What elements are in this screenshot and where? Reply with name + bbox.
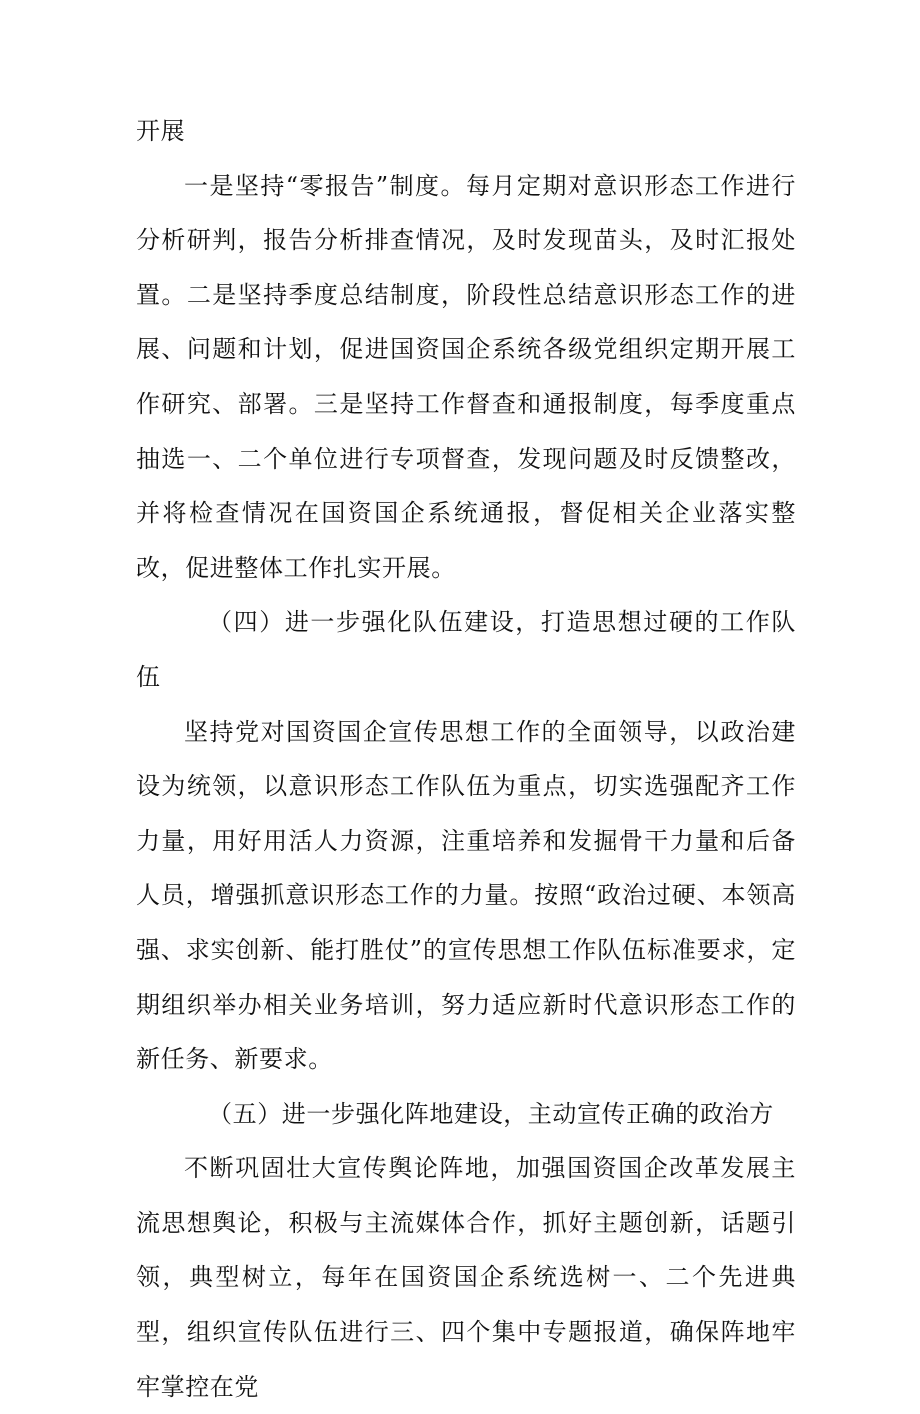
- section-heading-4: （四）进一步强化队伍建设，打造思想过硬的工作队伍: [136, 608, 796, 691]
- paragraph-reporting-system: 一是坚持“零报告”制度。每月定期对意识形态工作进行分析研判，报告分析排查情况，及时发现苗头，及时汇报处置。二是坚持季度总结制度，阶段性总结意识形态工作的进展、问题和计划，促进国资国企系统各级党组织定期开展工作研究、部署。三是坚持工作督查和通报制度，每季度重点抽选一、二个单位进行专项督查，发现问题及时反馈整改，并将检查情况在国资国企系统通报，督促相关企业落实整改，促进整体工作扎实开展。: [136, 171, 796, 582]
- paragraph-team-building: 坚持党对国资国企宣传思想工作的全面领导，以政治建设为统领，以意识形态工作队伍为重点，切实选强配齐工作力量，用好用活人力资源，注重培养和发掘骨干力量和后备人员，增强抓意识形态工作的力量。按照“政治过硬、本领高强、求实创新、能打胜仗”的宣传思想工作队伍标准要求，定期组织举办相关业务培训，努力适应新时代意识形态工作的新任务、新要求。: [136, 717, 796, 1074]
- section-heading-5: （五）进一步强化阵地建设，主动宣传正确的政治方: [208, 1099, 774, 1128]
- paragraph-position-building: 不断巩固壮大宣传舆论阵地，加强国资国企改革发展主流思想舆论，积极与主流媒体合作，抓好主题创新，话题引领，典型树立，每年在国资国企系统选树一、二个先进典型，组织宣传队伍进行三、四个集中专题报道，确保阵地牢牢掌控在党: [136, 1154, 796, 1401]
- document-body: [136, 104, 796, 1414]
- paragraph-continuation: 开展: [136, 117, 186, 145]
